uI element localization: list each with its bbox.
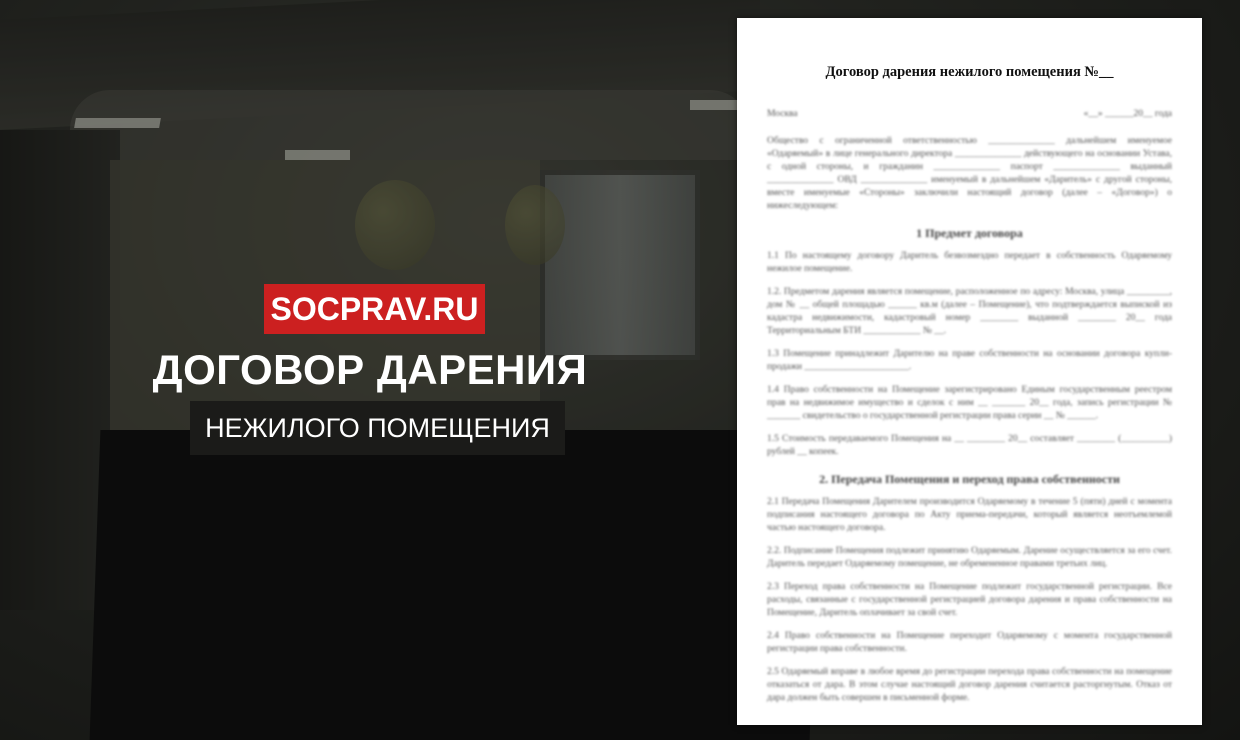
section-heading: 1 Предмет договора <box>916 226 1023 240</box>
document-city: Москва <box>767 109 798 119</box>
document-meta <box>767 108 1172 121</box>
document-paragraph: 2.3 Переход права собственности на Помещение подлежит государственной регистрации. Все расходы, связанные с государственной регистрацией договора дарения и права собственности на Помещение, Даритель оплачивает за свой счет. <box>767 582 1172 618</box>
document-paragraph: 1.3 Помещение принадлежит Дарителю на праве собственности на основании договора купли-продажи ______________________. <box>767 349 1172 372</box>
document-paragraph: 1.4 Право собственности на Помещение зарегистрировано Единым государственным реестром прав на недвижимое имущество и сделок с ним __ _______ 20__ года, запись регистрации № _______ свидетельство о государственной регистрации права серии __ № ______. <box>767 385 1172 421</box>
document-preview <box>737 18 1202 725</box>
section-heading: 2. Передача Помещения и переход права собственности <box>819 472 1120 486</box>
document-paragraph: 1.1 По настоящему договору Даритель безвозмездно передает в собственность Одаряемому нежилое помещение. <box>767 251 1172 274</box>
document-title: Договор дарения нежилого помещения №__ <box>825 64 1114 80</box>
document-intro: Общество с ограниченной ответственностью ______________ дальнейшем именуемое «Одаряемый» в лице генерального директора ______________ действующего на основании Устава, с одной стороны, и гражданин ______________ паспорт ______________ выданный ______________ ОВД ______________ именуемый в дальнейшем «Даритель» с другой стороны, вместе именуемые «Стороны» заключили настоящий договор (далее – «Договор») о нижеследующем: <box>767 136 1172 211</box>
document-paragraph: 2.1 Передача Помещения Дарителем производится Одаряемому в течение 5 (пяти) дней с момента подписания настоящего договора по Акту приема-передачи, который является неотъемлемой частью настоящего договора. <box>767 497 1172 533</box>
site-brand-badge: SOCPRAV.RU <box>264 284 485 334</box>
document-paragraph: 2.2. Подписание Помещения подлежит принятию Одаряемым. Дарение осуществляется за его счет. Даритель передает Одаряемому помещение, не обремененное правами третьих лиц. <box>767 546 1172 569</box>
banner-subheadline: НЕЖИЛОГО ПОМЕЩЕНИЯ <box>190 401 565 455</box>
document-paragraph: 1.2. Предметом дарения является помещение, расположенное по адресу: Москва, улица _________, дом № __ общей площадью ______ кв.м (далее – Помещение), что подтверждается выпиской из кадастра недвижимости, кадастровый номер ________ выданной ________ 20__ года Территориальным БТИ ____________ № __. <box>767 287 1172 336</box>
document-paragraph: 2.5 Одаряемый вправе в любое время до регистрации перехода права собственности на помещение отказаться от дара. В этом случае настоящий договор дарения считается расторгнутым. Отказ от дара должен быть совершен в письменной форме. <box>767 667 1172 703</box>
document-paragraph: 2.4 Право собственности на Помещение переходит Одаряемому с момента государственной регистрации права собственности. <box>767 631 1172 654</box>
document-date: «__» ______20__ года <box>1083 109 1172 119</box>
document-paragraph: 1.5 Стоимость передаваемого Помещения на __ ________ 20__ составляет ________ (__________) рублей __ копеек. <box>767 434 1172 457</box>
banner-headline: ДОГОВОР ДАРЕНИЯ <box>152 346 588 393</box>
document-body <box>767 108 1172 715</box>
